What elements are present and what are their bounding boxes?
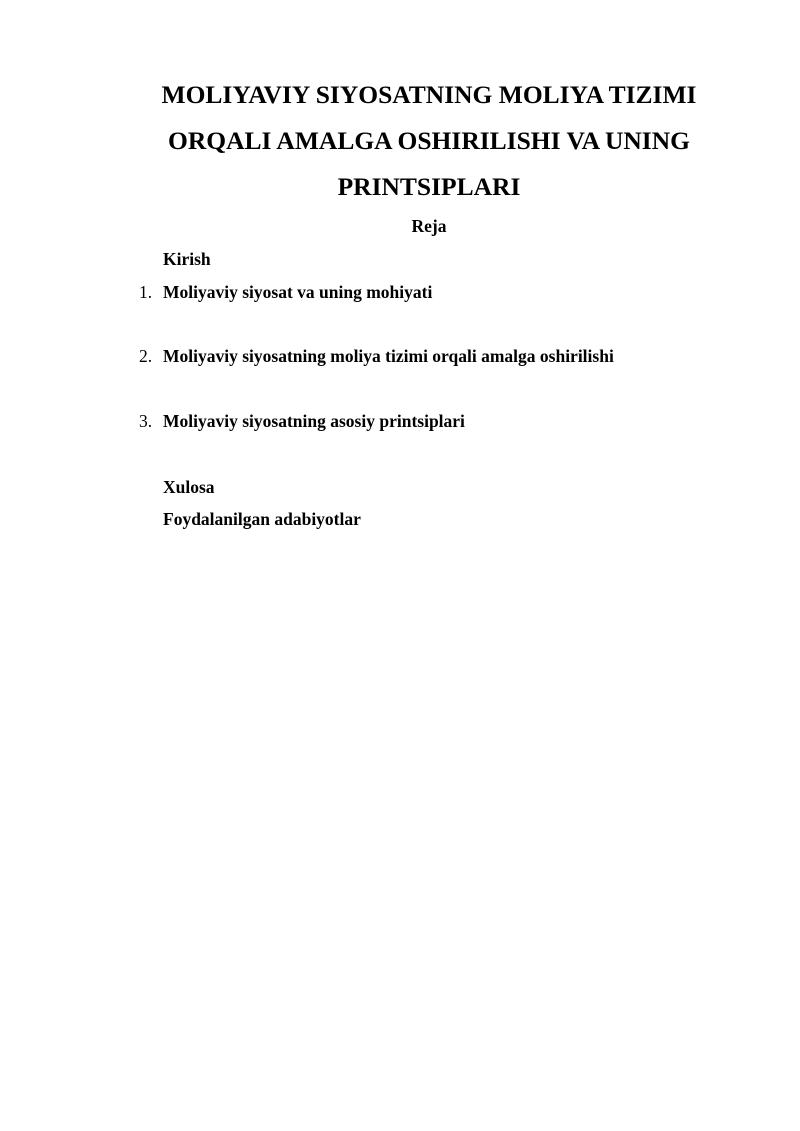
list-number: 3. xyxy=(139,411,153,431)
list-item-text: Moliyaviy siyosatning moliya tizimi orqali amalga oshirilishi xyxy=(163,346,614,366)
references-item: Foydalanilgan adabiyotlar xyxy=(163,509,361,529)
conclusion-item: Xulosa xyxy=(163,477,215,497)
list-number: 1. xyxy=(139,282,153,302)
plan-heading: Reja xyxy=(411,216,447,236)
list-item-text: Moliyaviy siyosatning asosiy printsiplari xyxy=(163,411,465,431)
document-title: MOLIYAVIY SIYOSATNING MOLIYA TIZIMI ORQALI AMALGA OSHIRILISHI VA UNING PRINTSIPLARI xyxy=(161,80,697,201)
list-item-text: Moliyaviy siyosat va uning mohiyati xyxy=(163,282,433,302)
intro-item: Kirish xyxy=(163,249,211,269)
list-number: 2. xyxy=(139,346,153,366)
